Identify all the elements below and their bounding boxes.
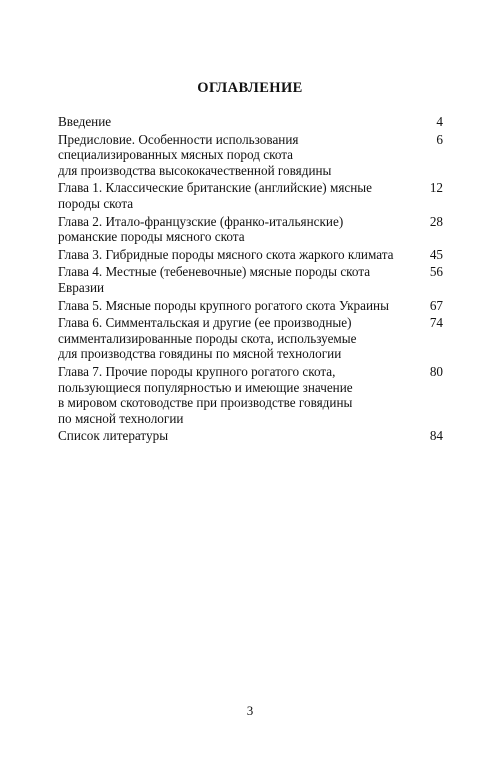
toc-entry-title	[58, 114, 410, 130]
toc-entry-line: Глава 5. Мясные породы крупного рогатого скота Украины	[58, 297, 389, 313]
toc-page-number: 4	[436, 114, 443, 129]
toc-entry-references	[58, 428, 443, 446]
toc-page-number: 67	[429, 297, 443, 313]
toc-entry-title	[58, 264, 410, 295]
toc-page-number: 6	[436, 131, 443, 147]
toc-page-number: 84	[429, 428, 443, 444]
toc-entry-chapter-2	[58, 214, 443, 247]
toc-entry-chapter-3	[58, 247, 443, 265]
toc-entry-chapter-1	[58, 180, 443, 213]
toc-entry-line: в мировом скотоводстве при производстве говядины	[58, 395, 353, 411]
toc-entry-chapter-5	[58, 298, 443, 316]
toc-page-number: 12	[429, 180, 443, 196]
toc-entry-line: пользующиеся популярностью и имеющие значение	[58, 379, 353, 395]
toc-entry-line: романские породы мясного скота	[58, 229, 245, 245]
toc-page-number: 56	[429, 264, 443, 280]
toc-entry-chapter-4	[58, 264, 443, 297]
table-of-contents	[58, 114, 443, 446]
toc-entry-line: по мясной технологии	[58, 410, 184, 426]
toc-entry-line: специализированных мясных пород скота	[58, 147, 294, 163]
toc-entry-title	[58, 298, 410, 314]
toc-page-number: 74	[429, 315, 443, 331]
toc-entry-title	[58, 180, 410, 211]
toc-entry-line: для производства высококачественной говядины	[58, 162, 332, 178]
toc-entry-line: Глава 4. Местные (тебеневочные) мясные породы скота	[58, 264, 371, 280]
toc-entry-preface	[58, 132, 443, 181]
toc-page-number: 28	[429, 213, 443, 229]
toc-entry-title	[58, 315, 410, 362]
toc-entry-line: Список литературы	[58, 428, 169, 444]
toc-entry-line: Глава 2. Итало-французские (франко-итальянские)	[58, 213, 344, 229]
toc-entry-introduction	[58, 114, 443, 132]
toc-entry-line: Введение	[58, 114, 112, 129]
toc-entry-title	[58, 364, 410, 426]
toc-entry-title	[58, 247, 410, 263]
page-number: 3	[246, 703, 254, 718]
toc-entry-line: симментализированные породы скота, используемые	[58, 330, 357, 346]
toc-entry-chapter-6	[58, 315, 443, 364]
page-title: ОГЛАВЛЕНИЕ	[197, 80, 303, 96]
toc-entry-line: Глава 7. Прочие породы крупного рогатого скота,	[58, 363, 336, 379]
toc-entry-line: Предисловие. Особенности использования	[58, 131, 299, 147]
toc-entry-line: Евразии	[58, 279, 105, 295]
toc-entry-title	[58, 132, 410, 179]
toc-entry-title	[58, 214, 410, 245]
toc-page-number: 80	[429, 363, 443, 379]
toc-entry-line: Глава 6. Симментальская и другие (ее производные)	[58, 315, 352, 331]
toc-entry-chapter-7	[58, 364, 443, 428]
toc-entry-line: для производства говядины по мясной технологии	[58, 346, 342, 362]
toc-entry-title	[58, 428, 410, 444]
toc-entry-line: Глава 3. Гибридные породы мясного скота жаркого климата	[58, 246, 394, 262]
toc-page-number: 45	[429, 246, 443, 262]
toc-entry-line: Глава 1. Классические британские (английские) мясные	[58, 180, 373, 196]
toc-entry-line: породы скота	[58, 195, 134, 211]
